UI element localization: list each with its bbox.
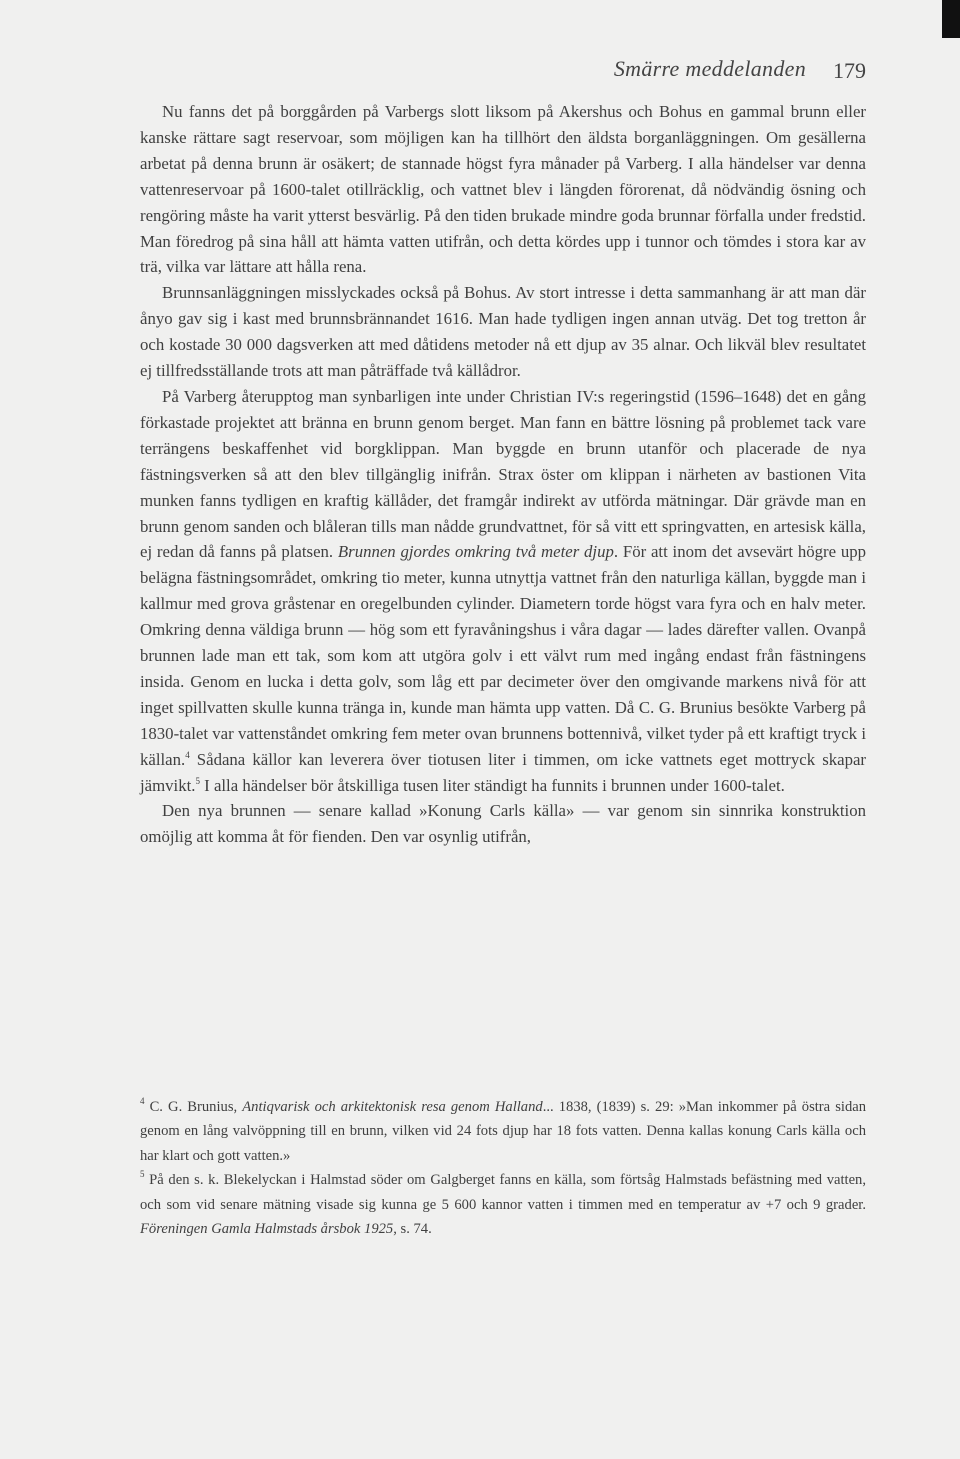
footnote-reference: 4 bbox=[185, 749, 190, 760]
paragraph-text: I alla händelser bör åtskilliga tusen liter ständigt ha funnits i brunnen under 1600-talet. bbox=[199, 775, 785, 795]
italic-phrase: Brunnen gjordes omkring två meter djup bbox=[337, 542, 614, 562]
footnote-italic-title: Föreningen Gamla Halmstads årsbok 1925 bbox=[140, 1221, 394, 1238]
footnote-text: På den s. k. Blekelyckan i Halmstad söder om Galgberget fanns en källa, som förtsåg Halmstads befästning med vatten, och som vid senare mätning visade sig kunna ge 5 600 kannor vatten i timmen med en temperatur av +7 och 9 grader. bbox=[140, 1172, 866, 1213]
footnote-text: C. G. Brunius, bbox=[144, 1099, 243, 1115]
footnote-mark: 5 bbox=[140, 1169, 145, 1180]
paragraph-text: Nu fanns det på borggården på Varbergs slott liksom på Akershus och Bohus en gammal brunn eller kanske rättare sagt reservoar, som möjligen kan ha tillhört den äldsta borganläggningen. Om gesällerna arbetat på denna brunn är osäkert; de stannade högst fyra månader på Varberg. I alla händelser var denna vattenreservoar på 1600-talet otillräcklig, och vattnet blev i längden förorenat, då nödvändig ösning och rengöring måste ha varit ytterst besvärlig. På den tiden brukade mindre goda brunnar förfalla under fredstid. Man föredrog på sina håll att hämta vatten utifrån, och detta kördes upp i tunnor och tömdes i stora kar av trä, vilka var lättare att hålla rena. bbox=[140, 102, 866, 277]
paragraph bbox=[140, 384, 866, 799]
footnote-mark: 4 bbox=[140, 1096, 145, 1106]
scan-corner-mark bbox=[942, 0, 960, 38]
footnote bbox=[140, 1168, 866, 1241]
footnote bbox=[140, 1095, 866, 1168]
footnote-italic-title: Antiqvarisk och arkitektonisk resa genom Halland bbox=[242, 1099, 543, 1115]
paragraph-text: På Varberg återupptog man synbarligen inte under Christian IV:s regeringstid (1596–1648) det en gång förkastade projektet att bränna en brunn genom berget. Man fann en bättre lösning på problemet tack vare terrängens beskaffenhet vid borgklippan. Man byggde en brunn utanför och placerade de nya fästningsverken så att den blev tillgänglig inifrån. Strax öster om klippan i närheten av bastionen Vita munken fanns tydligen en kraftig källåder, det framgår indirekt av utförda mätningar. Där grävde man en brunn genom sanden och blåleran tills man nådde grundvattnet, för så vitt ett springvatten, en artesisk källa, ej redan då fanns på platsen. bbox=[140, 386, 866, 562]
paragraph-text: Sådana källor kan leverera över tiotusen liter i timmen, om icke vattnets eget mottryck skapar jämvikt. bbox=[140, 749, 866, 795]
paragraph-text: . För att inom det avsevärt högre upp belägna fästningsområdet, omkring tio meter, kunna utnyttja vattnet från den naturliga källan, byggde man i kallmur med grova gråstenar en oregelbunden cylinder. Diametern torde högst vara fyra och en halv meter. Omkring denna väldiga brunn — hög som ett fyravåningshus i våra dagar — lades därefter vallen. Ovanpå brunnen lade man ett tak, som kom att utgöra golv i ett välvt rum med ingång endast från fästningens insida. Genom en lucka i detta golv, som låg ett par decimeter över den omgivande markens nivå för att inget spillvatten skulle kunna tränga in, kunde man hämta upp vatten. Då C. G. Brunius besökte Varberg på 1830-talet var vattenståndet omkring fem meter ovan brunnens bottennivå, vilket tyder på ett kraftigt tryck i källan. bbox=[140, 542, 867, 769]
paragraph bbox=[140, 99, 866, 280]
footnote-reference: 5 bbox=[195, 775, 200, 786]
page-number: 179 bbox=[833, 58, 866, 83]
body-text bbox=[140, 99, 866, 850]
page-header bbox=[140, 54, 866, 88]
footnotes bbox=[140, 1095, 866, 1241]
paragraph-text: Den nya brunnen — senare kallad »Konung Carls källa» — var genom sin sinnrika konstruktion omöjlig att komma åt för fienden. Den var osynlig utifrån, bbox=[140, 801, 866, 847]
footnote-text: ... 1838, (1839) s. 29: »Man inkommer på östra sidan genom en lång valvöppning till en brunn, vilken vid 24 fots djup har 18 fots vatten. Denna kallas konung Carls källa och har klart och gott vatten.» bbox=[140, 1099, 867, 1164]
footnote-text: , s. 74. bbox=[393, 1221, 432, 1238]
paragraph bbox=[140, 280, 866, 384]
paragraph-text: Brunnsanläggningen misslyckades också på Bohus. Av stort intresse i detta sammanhang är att man där ånyo gav sig i kast med brunnsbrännandet 1616. Man hade tydligen ingen annan utväg. Det tog tretton år och kostade 30 000 dagsverken att med dåtidens metoder nå ett djup av 35 alnar. Och likväl blev resultatet ej tillfredsställande trots att man påträffade två källådror. bbox=[140, 283, 866, 381]
paragraph bbox=[140, 798, 866, 850]
running-title: Smärre meddelanden bbox=[613, 56, 806, 81]
